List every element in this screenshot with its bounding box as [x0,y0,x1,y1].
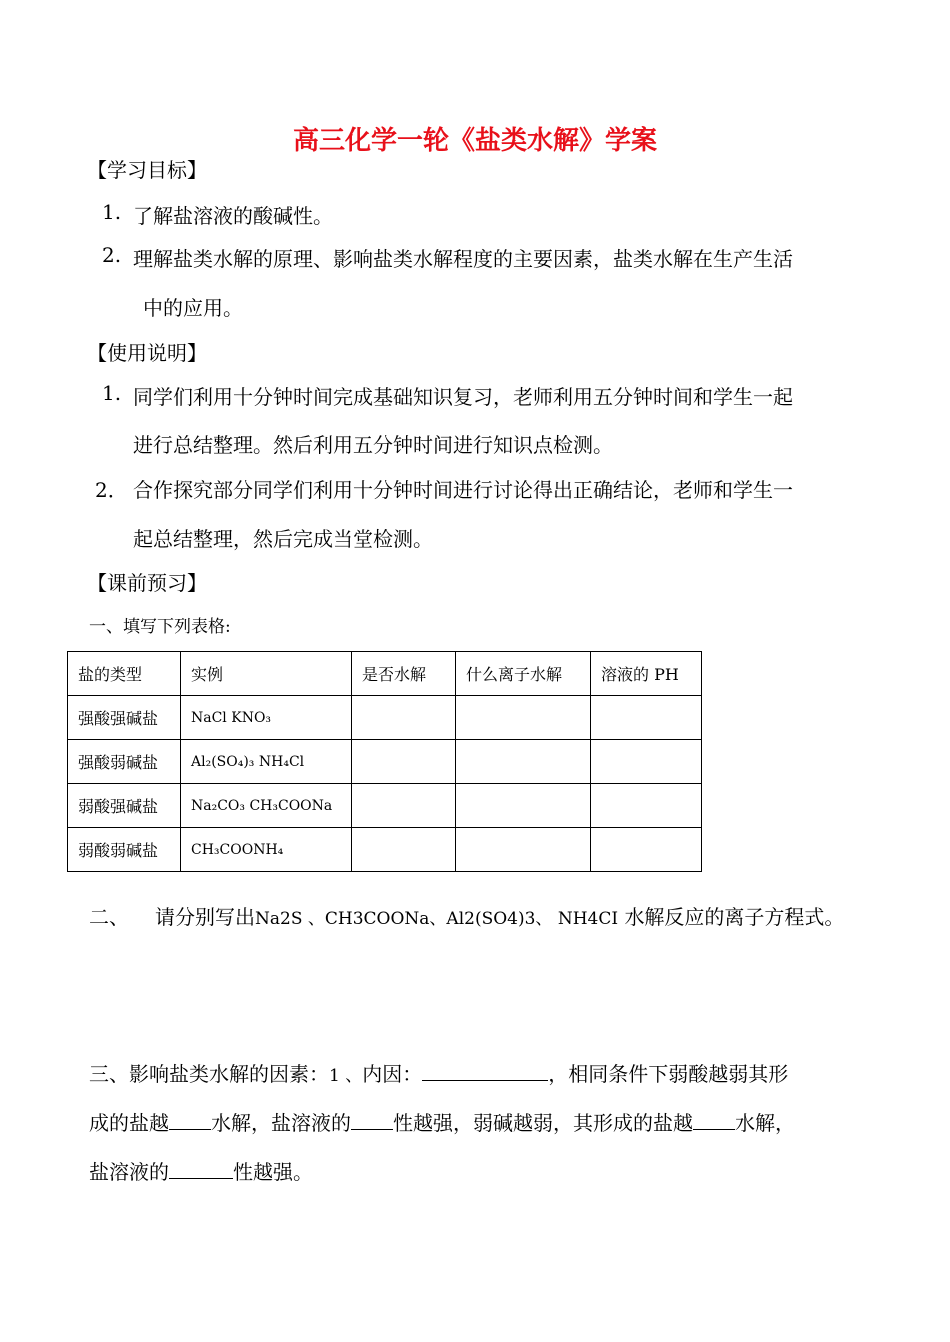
example-cell: NaCl KNO₃ [181,696,352,740]
ph-answer-cell[interactable] [591,740,702,784]
question-3-text-f: 盐溶液的 [89,1160,169,1184]
ion-answer-cell[interactable] [456,696,591,740]
goals-heading: 【学习目标】 [87,158,207,182]
question-1-label: 一、填写下列表格: [89,617,231,637]
question-3-heading: 三、影响盐类水解的因素： [89,1062,329,1086]
question-3-text-c: 水解，盐溶液的 [211,1111,351,1135]
table-header-cell: 溶液的 PH [591,652,702,696]
question-3-text-g: 性越强。 [233,1160,313,1184]
usage-2-text-line1: 合作探究部分同学们利用十分钟时间进行讨论得出正确结论，老师和学生一 [133,478,793,502]
question-3-internal-cause: 内因： [362,1062,423,1086]
table-row [68,696,702,740]
ion-answer-cell[interactable] [456,784,591,828]
question-2-text [155,901,844,930]
salt-type-cell: 强酸弱碱盐 [68,740,181,784]
question-2-prompt-start: 请分别写出 [155,905,255,929]
hydrolysis-answer-cell[interactable] [352,784,456,828]
salt-type-cell: 强酸强碱盐 [68,696,181,740]
usage-1-number: 1. [102,381,122,405]
salt-type-cell: 弱酸强碱盐 [68,784,181,828]
table-row [68,784,702,828]
fill-blank[interactable] [169,1109,211,1130]
question-3-text-e: 水解， [735,1111,795,1135]
goal-2-text-line2: 中的应用。 [143,296,243,320]
table-header-cell: 盐的类型 [68,652,181,696]
ion-answer-cell[interactable] [456,740,591,784]
goal-1-text: 了解盐溶液的酸碱性。 [133,204,333,228]
hydrolysis-answer-cell[interactable] [352,740,456,784]
usage-2-number: 2． [95,478,128,502]
goal-2-text-line1: 理解盐类水解的原理、影响盐类水解程度的主要因素，盐类水解在生产生活 [133,247,793,271]
fill-blank[interactable] [169,1158,233,1179]
ph-answer-cell[interactable] [591,696,702,740]
fill-blank[interactable] [351,1109,393,1130]
salt-hydrolysis-table [67,651,702,872]
question-3-text-d: 性越强，弱碱越弱，其形成的盐越 [393,1111,693,1135]
question-2-prompt-end: 水解反应的离子方程式。 [624,905,845,929]
usage-heading: 【使用说明】 [87,341,207,365]
question-2-formulas: Na2S 、CH3COONa、Al2(SO4)3、 NH4CI [255,909,619,929]
example-cell: CH₃COONH₄ [181,828,352,872]
ph-answer-cell[interactable] [591,828,702,872]
hydrolysis-answer-cell[interactable] [352,828,456,872]
usage-1-text-line2: 进行总结整理。然后利用五分钟时间进行知识点检测。 [133,433,613,457]
question-3-text-b: 成的盐越 [89,1111,169,1135]
internal-cause-blank[interactable] [422,1060,548,1081]
goal-1-number: 1. [102,200,122,224]
table-row [68,740,702,784]
example-cell: Al₂(SO₄)₃ NH₄Cl [181,740,352,784]
hydrolysis-answer-cell[interactable] [352,696,456,740]
question-3-line3 [89,1156,313,1185]
question-3-line1 [89,1058,788,1087]
question-2-number: 二、 [89,905,129,929]
fill-blank[interactable] [693,1109,735,1130]
preview-heading: 【课前预习】 [87,571,207,595]
salt-type-cell: 弱酸弱碱盐 [68,828,181,872]
example-cell: Na₂CO₃ CH₃COONa [181,784,352,828]
goal-2-number: 2. [102,243,122,267]
usage-2-text-line2: 起总结整理，然后完成当堂检测。 [133,527,433,551]
question-3-subnumber: 1 、 [329,1066,363,1086]
table-header-cell: 是否水解 [352,652,456,696]
question-3-line2 [89,1107,795,1136]
question-3-text-a: ，相同条件下弱酸越弱其形 [548,1062,789,1086]
usage-1-text-line1: 同学们利用十分钟时间完成基础知识复习，老师利用五分钟时间和学生一起 [133,385,793,409]
ph-answer-cell[interactable] [591,784,702,828]
ion-answer-cell[interactable] [456,828,591,872]
table-header-cell: 什么离子水解 [456,652,591,696]
table-header-cell: 实例 [181,652,352,696]
table-header-row [68,652,702,696]
table-row [68,828,702,872]
page-title: 高三化学一轮《盐类水解》学案 [292,126,657,156]
